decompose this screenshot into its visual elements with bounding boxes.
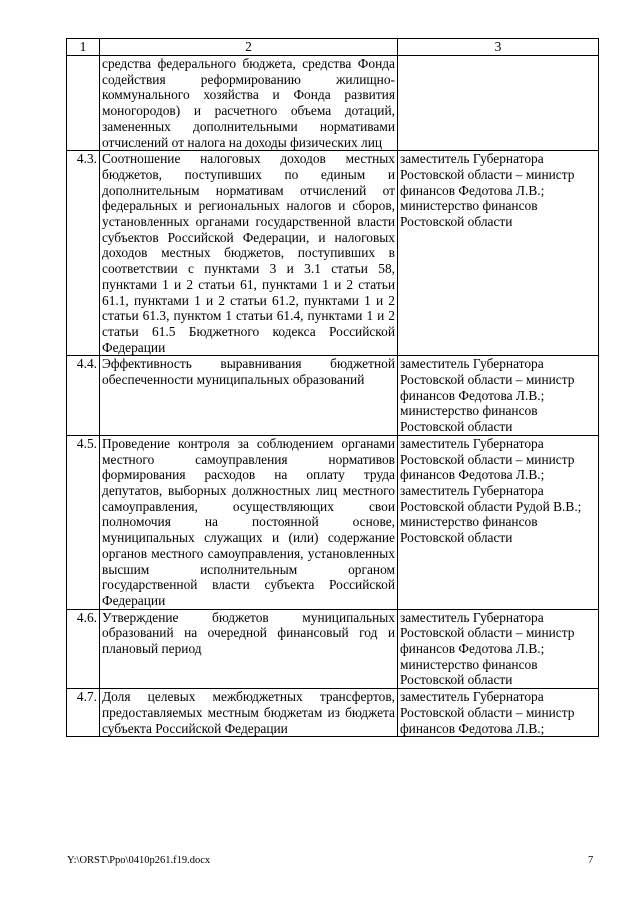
row-responsible: заместитель Губернатора Ростовской области – министр финансов Федотова Л.В.; министерство финансов Ростовской области (398, 356, 599, 436)
table-header-row (67, 39, 599, 56)
row-number: 4.3. (67, 151, 100, 356)
footer-page-number: 7 (588, 855, 594, 866)
table-row (67, 56, 599, 151)
row-responsible: заместитель Губернатора Ростовской области – министр финансов Федотова Л.В.; заместитель Губернатора Ростовской области Рудой В.В.; министерство финансов Ростовской области (398, 435, 599, 609)
row-responsible: заместитель Губернатора Ростовской области – министр финансов Федотова Л.В.; министерство финансов Ростовской области (398, 609, 599, 689)
header-cell-2: 2 (100, 39, 398, 56)
table-row (67, 689, 599, 737)
table-row (67, 356, 599, 436)
row-number: 4.6. (67, 609, 100, 689)
row-responsible (398, 56, 599, 151)
row-description: Эффективность выравнивания бюджетной обеспеченности муниципальных образований (100, 356, 398, 436)
row-number: 4.4. (67, 356, 100, 436)
table-row (67, 435, 599, 609)
row-description: Доля целевых межбюджетных трансфертов, предоставляемых местным бюджетам из бюджета субъекта Российской Федерации (100, 689, 398, 737)
header-cell-1: 1 (67, 39, 100, 56)
row-number: 4.7. (67, 689, 100, 737)
row-responsible: заместитель Губернатора Ростовской области – министр финансов Федотова Л.В.; министерство финансов Ростовской области (398, 151, 599, 356)
responsibility-table (66, 38, 599, 737)
row-description: Соотношение налоговых доходов местных бюджетов, поступивших по единым и дополнительным нормативам отчислений от федеральных и региональных налогов и сборов, установленных органами государственной власти субъектов Российской Федерации, и налоговых доходов местных бюджетов, поступивших в соответствии с пунктами 3 и 3.1 статьи 58, пунктами 1 и 2 статьи 61, пунктами 1 и 2 статьи 61.1, пунктами 1 и 2 статьи 61.2, пунктами 1 и 2 статьи 61.3, пунктом 1 статьи 61.4, пунктами 1 и 2 статьи 61.5 Бюджетного кодекса Российской Федерации (100, 151, 398, 356)
row-description: Проведение контроля за соблюдением органами местного самоуправления нормативов формирования расходов на оплату труда депутатов, выборных должностных лиц местного самоуправления, осуществляющих свои полномочия на постоянной основе, муниципальных служащих и (или) содержание органов местного самоуправления, установленных высшим исполнительным органом государственной власти субъекта Российской Федерации (100, 435, 398, 609)
row-number (67, 56, 100, 151)
row-description: средства федерального бюджета, средства Фонда содействия реформированию жилищно-коммунального хозяйства и Фонда развития моногородов) и расчетного объема дотаций, замененных дополнительными нормативами отчислений от налога на доходы физических лиц (100, 56, 398, 151)
row-responsible: заместитель Губернатора Ростовской области – министр финансов Федотова Л.В.; (398, 689, 599, 737)
header-cell-3: 3 (398, 39, 599, 56)
row-number: 4.5. (67, 435, 100, 609)
table-row (67, 151, 599, 356)
footer-file-path: Y:\ORST\Ppo\0410p261.f19.docx (67, 855, 211, 866)
row-description: Утверждение бюджетов муниципальных образований на очередной финансовый год и плановый период (100, 609, 398, 689)
table-row (67, 609, 599, 689)
